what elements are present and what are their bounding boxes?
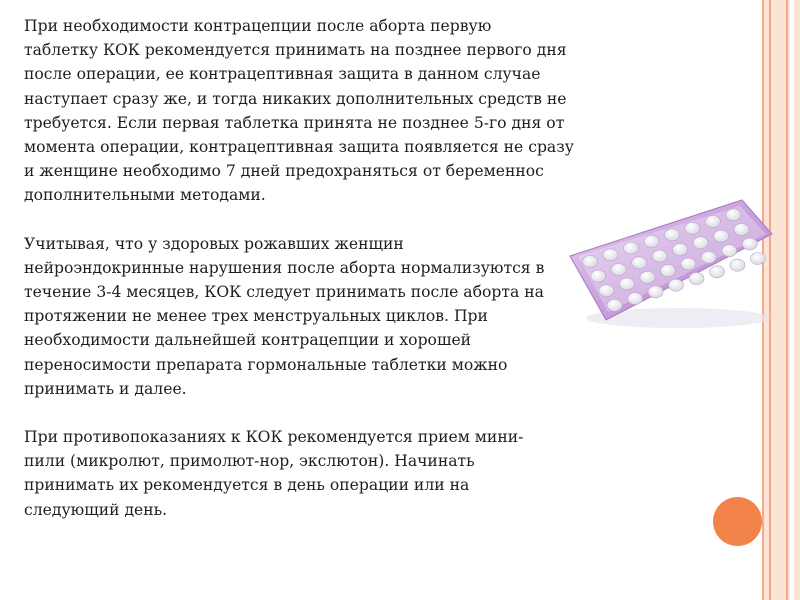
right-border-edge — [794, 0, 800, 600]
text-line: момента операции, контрацептивная защита появляется не сразу — [24, 138, 574, 157]
text-line: При необходимости контрацепции после аборта первую — [24, 17, 492, 35]
text-line: При противопоказаниях к КОК рекомендуется прием мини- — [24, 428, 524, 447]
text-line: протяжении не менее трех менструальных циклов. При — [24, 307, 488, 326]
pill-icon — [689, 273, 704, 285]
pill-icon — [730, 259, 745, 271]
pill-icon — [673, 243, 688, 255]
pill-icon — [714, 230, 729, 242]
text-line: Учитывая, что у здоровых рожавших женщин — [24, 234, 404, 253]
body-text — [24, 14, 584, 546]
pill-icon — [660, 265, 675, 277]
text-line: принимать их рекомендуется в день операции или на — [24, 476, 470, 495]
paragraph-3 — [24, 425, 584, 522]
pill-icon — [644, 236, 659, 248]
text-line: следующий день. — [24, 500, 168, 519]
pill-icon — [611, 263, 626, 275]
text-line: необходимости дальнейшей контрацепции и хорошей — [24, 331, 472, 350]
pill-icon — [726, 209, 741, 221]
pill-icon — [624, 242, 639, 254]
pill-icon — [632, 257, 647, 269]
pill-icon — [591, 270, 606, 282]
pill-icon — [607, 299, 622, 311]
text-line: пили (микролют, примолют-нор, экслютон). Начинать — [24, 452, 475, 471]
pill-icon — [685, 222, 700, 234]
text-line: и женщине необходимо 7 дней предохраняться от беременнос — [24, 162, 544, 181]
pill-icon — [742, 238, 757, 250]
pill-icon — [693, 237, 708, 249]
border-line — [786, 0, 788, 600]
pill-icon — [652, 250, 667, 262]
pill-icon — [599, 285, 614, 297]
pill-icon — [665, 229, 680, 241]
text-line: таблетку КОК рекомендуется принимать на позднее первого дня — [24, 41, 567, 60]
pill-icon — [619, 278, 634, 290]
text-line: наступает сразу же, и тогда никаких дополнительных средств не — [24, 89, 567, 108]
text-line: после операции, ее контрацептивная защита в данном случае — [24, 65, 541, 84]
pill-icon — [640, 271, 655, 283]
text-line: дополнительными методами. — [24, 186, 266, 205]
blister-pack-of-pills-icon — [566, 194, 776, 334]
paragraph-2 — [24, 232, 584, 401]
orange-accent-dot — [713, 497, 762, 546]
text-line: требуется. Если первая таблетка принята не позднее 5-го дня от — [24, 113, 565, 132]
pill-icon — [705, 216, 720, 228]
text-line: переносимости препарата гормональные таблетки можно — [24, 355, 508, 374]
pill-icon — [701, 251, 716, 263]
pill-icon — [710, 266, 725, 278]
text-line: нейроэндокринные нарушения после аборта нормализуются в — [24, 258, 545, 277]
pill-icon — [648, 286, 663, 298]
pill-icon — [583, 256, 598, 268]
pill-icon — [628, 293, 643, 305]
pill-icon — [603, 249, 618, 261]
paragraph-1 — [24, 14, 584, 208]
pill-icon — [750, 253, 765, 265]
pill-icon — [734, 223, 749, 235]
text-line: принимать и далее. — [24, 379, 187, 398]
pill-icon — [722, 245, 737, 257]
pill-icon — [669, 279, 684, 291]
pill-icon — [681, 258, 696, 270]
text-line: течение 3-4 месяцев, КОК следует принимать после аборта на — [24, 283, 544, 302]
